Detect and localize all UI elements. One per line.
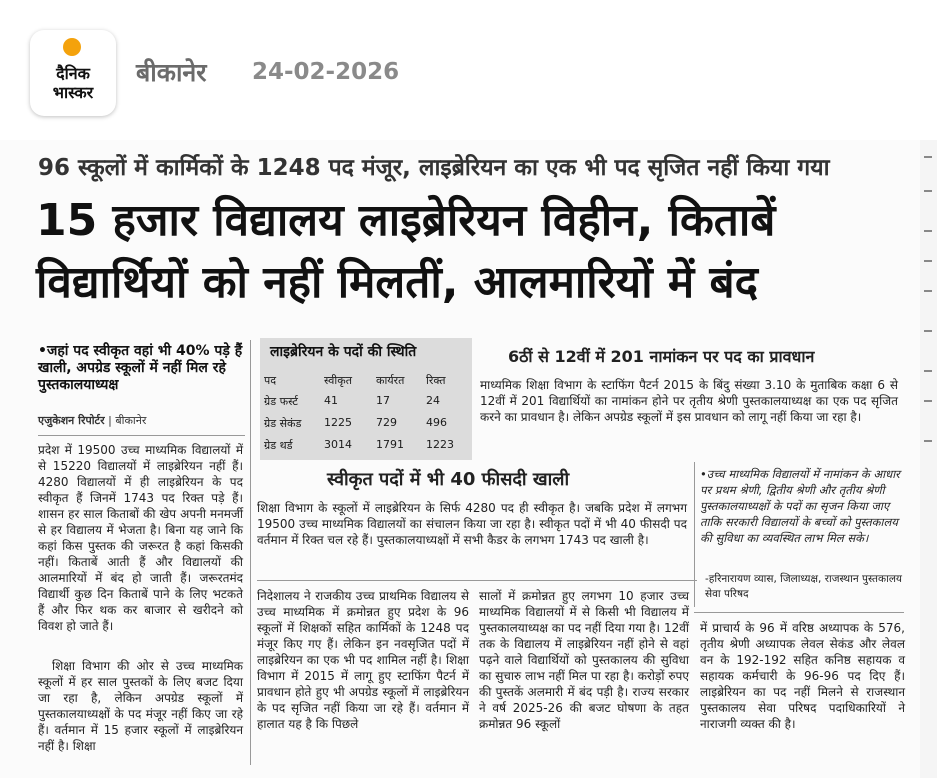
column-divider bbox=[250, 340, 251, 765]
table-cell: ग्रेड थर्ड bbox=[264, 439, 293, 452]
headline-line-2: विद्यार्थियों को नहीं मिलतीं, आलमारियों में बंद bbox=[36, 257, 759, 308]
table-cell: 17 bbox=[376, 394, 390, 407]
highlight-bullet: •जहां पद स्वीकृत वहां भी 40% पड़े हैं खाली, अपग्रेड स्कूलों में नहीं मिल रहे पुस्तकालयाध्यक्ष bbox=[38, 343, 243, 393]
divider bbox=[694, 612, 904, 613]
byline-reporter: एजुकेशन रिपोर्टर bbox=[38, 414, 105, 427]
table-row bbox=[264, 413, 469, 433]
column-3-body: सालों में क्रमोन्नत हुए लगभग 10 हजार उच्च माध्यमिक विद्यालयों में से किसी भी विद्यालय में पुस्तकालयाध्यक्ष का पद नहीं दिया गया है। 12वीं तक के विद्यालय में लाइब्रेरियन नहीं होने से वहां पढ़ने वाले विद्यार्थियों को पुस्तकालय की सुविधा का सुचारु लाभ नहीं मिल पा रहा है। करोड़ों रुपए की पुस्तकें अलमारी में बंद पड़ी है। राज्य सरकार ने वर्ष 2025-26 की बजट घोषणा के तहत क्रमोन्नत 96 स्कूलों bbox=[479, 589, 689, 731]
article-subheadline: 96 स्कूलों में कार्मिकों के 1248 पद मंजूर, लाइब्रेरियन का एक भी पद सृजित नहीं किया गया bbox=[38, 155, 830, 181]
adjacent-column-edge bbox=[920, 140, 937, 778]
table-cell: 41 bbox=[324, 394, 338, 407]
section-1-title: 6ठीं से 12वीं में 201 नामांकन पर पद का प्रावधान bbox=[508, 347, 815, 366]
table-header-cell: स्वीकृत bbox=[324, 374, 352, 387]
quote-divider bbox=[694, 462, 695, 607]
table-cell: 1791 bbox=[376, 438, 404, 451]
section-1-body: माध्यमिक शिक्षा विभाग के स्टाफिंग पैटर्न 2015 के बिंदु संख्या 3.10 के मुताबिक कक्षा 6 से 12वीं में 201 विद्यार्थियों का नामांकन होने पर तृतीय श्रेणी पुस्तकालयाध्यक्ष का एक पद सृजित करने का प्रावधान है। लेकिन अपग्रेड स्कूलों में इस प्रावधान को लागू नहीं किया जा रहा है। bbox=[480, 378, 898, 424]
column-1-paragraph-2: शिक्षा विभाग की ओर से उच्च माध्यमिक स्कूलों में हर साल पुस्तकों के लिए बजट दिया जा रहा है, लेकिन अपग्रेड स्कूलों में पुस्तकालयाध्यक्षों के पद मंजूर नहीं किए जा रहे हैं। वर्तमान में 15 हजार स्कूलों में लाइब्रेरियन नहीं है। शिक्षा bbox=[38, 659, 243, 753]
article-headline bbox=[36, 190, 906, 314]
table-title: लाइब्रेरियन के पदों की स्थिति bbox=[270, 344, 417, 360]
column-1-paragraph-1: प्रदेश में 19500 उच्च माध्यमिक विद्यालयों में से 15220 विद्यालयों में लाइब्रेरियन नहीं हैं। 4280 विद्यालयों में ही लाइब्रेरियन के पद स्वीकृत हैं जिनमें 1743 पद रिक्त पड़े हैं। शासन हर साल किताबों की खेप अपनी मनमर्जी से हर विद्यालय में भेजता है। बिना यह जाने कि कहां किस पुस्तक की जरूरत है कहां किसकी नहीं। किताबें आती हैं और विद्यालयों की आलमारियों में बंद हो जाती हैं। जरूरतमंद विद्यार्थी कुछ दिन किताबें पाने के लिए भटकते हैं और फिर थक कर बाजार से खरीदने को विवश हो जाते हैं। bbox=[38, 443, 243, 633]
table-cell: 3014 bbox=[324, 438, 352, 451]
quote-author: -हरिनारायण व्यास, जिलाध्यक्ष, राजस्थान पुस्तकालय सेवा परिषद bbox=[705, 573, 903, 600]
logo-text-line1: दैनिक bbox=[56, 64, 90, 83]
byline-separator: | bbox=[108, 414, 116, 427]
table-header-row bbox=[264, 370, 469, 390]
byline-city: बीकानेर bbox=[115, 414, 147, 427]
table-header-cell: कार्यरत bbox=[376, 374, 405, 387]
table-cell: ग्रेड फर्स्ट bbox=[264, 395, 298, 408]
column-4-body: में प्राचार्य के 96 में वरिष्ठ अध्यापक के 576, तृतीय श्रेणी अध्यापक लेवल सेकंड और लेवल वन के 192-192 सहित कनिष्ठ सहायक व सहायक कर्मचारी के 96-96 पद दिए हैं। लाइब्रेरियन का पद नहीं मिलने से राजस्थान पुस्तकालय सेवा परिषद पदाधिकारियों ने नाराजगी व्यक्त की है। bbox=[700, 621, 905, 731]
section-2-body: शिक्षा विभाग के स्कूलों में लाइब्रेरियन के सिर्फ 4280 पद ही स्वीकृत है। जबकि प्रदेश में लगभग 19500 उच्च माध्यमिक विद्यालयों का संचालन किया जा रहा है। स्वीकृत पदों में भी 40 फीसदी पद वर्तमान में रिक्त चल रहे हैं। पुस्तकालयाध्यक्षों में सभी कैडर के लगभग 1743 पद खाली है। bbox=[257, 501, 687, 547]
edition-date: 24-02-2026 bbox=[252, 59, 400, 85]
table-row bbox=[264, 435, 469, 455]
edition-city: बीकानेर bbox=[136, 58, 207, 87]
headline-line-1: 15 हजार विद्यालय लाइब्रेरियन विहीन, किताबें bbox=[36, 195, 776, 246]
quote-text: •उच्च माध्यमिक विद्यालयों में नामांकन के आधार पर प्रथम श्रेणी, द्वितीय श्रेणी और तृतीय श्रेणी पुस्तकालयाध्यक्षों के पदों का सृजन किया जाए ताकि सरकारी विद्यालयों के बच्चों को पुस्तकालय की सुविधा का व्यवस्थित लाभ मिल सके। bbox=[700, 467, 900, 545]
librarian-posts-table bbox=[260, 338, 472, 460]
table-cell: 729 bbox=[376, 416, 397, 429]
section-2-title: स्वीकृत पदों में भी 40 फीसदी खाली bbox=[327, 469, 570, 490]
table-cell: 24 bbox=[426, 394, 440, 407]
table-header-cell: रिक्त bbox=[426, 374, 446, 387]
table-cell: 1225 bbox=[324, 416, 352, 429]
table-row bbox=[264, 391, 469, 411]
divider bbox=[257, 580, 697, 581]
logo-text-line2: भास्कर bbox=[52, 83, 94, 102]
table-cell: ग्रेड सेकंड bbox=[264, 417, 302, 430]
dainik-bhaskar-logo[interactable] bbox=[30, 30, 116, 116]
divider bbox=[38, 435, 245, 436]
column-2-body: निदेशालय ने राजकीय उच्च प्राथमिक विद्यालय से उच्च माध्यमिक में क्रमोन्नत हुए प्रदेश के 96 स्कूलों में शिक्षकों सहित कार्मिकों के 1248 पद मंजूर किए गए हैं। लेकिन इन नवसृजित पदों में लाइब्रेरियन का एक भी पद शामिल नहीं है। शिक्षा विभाग में 2015 में लागू हुए स्टाफिंग पैटर्न में प्रावधान होते हुए भी अपग्रेड स्कूलों में लाइब्रेरियन के पद सृजित नहीं किया जा रहे हैं। वर्तमान में हालात यह है कि पिछले bbox=[257, 589, 469, 731]
table-header-cell: पद bbox=[264, 374, 277, 387]
byline bbox=[38, 413, 146, 428]
top-bar bbox=[0, 0, 937, 140]
sun-icon bbox=[63, 38, 81, 56]
table-cell: 1223 bbox=[426, 438, 454, 451]
table-cell: 496 bbox=[426, 416, 447, 429]
